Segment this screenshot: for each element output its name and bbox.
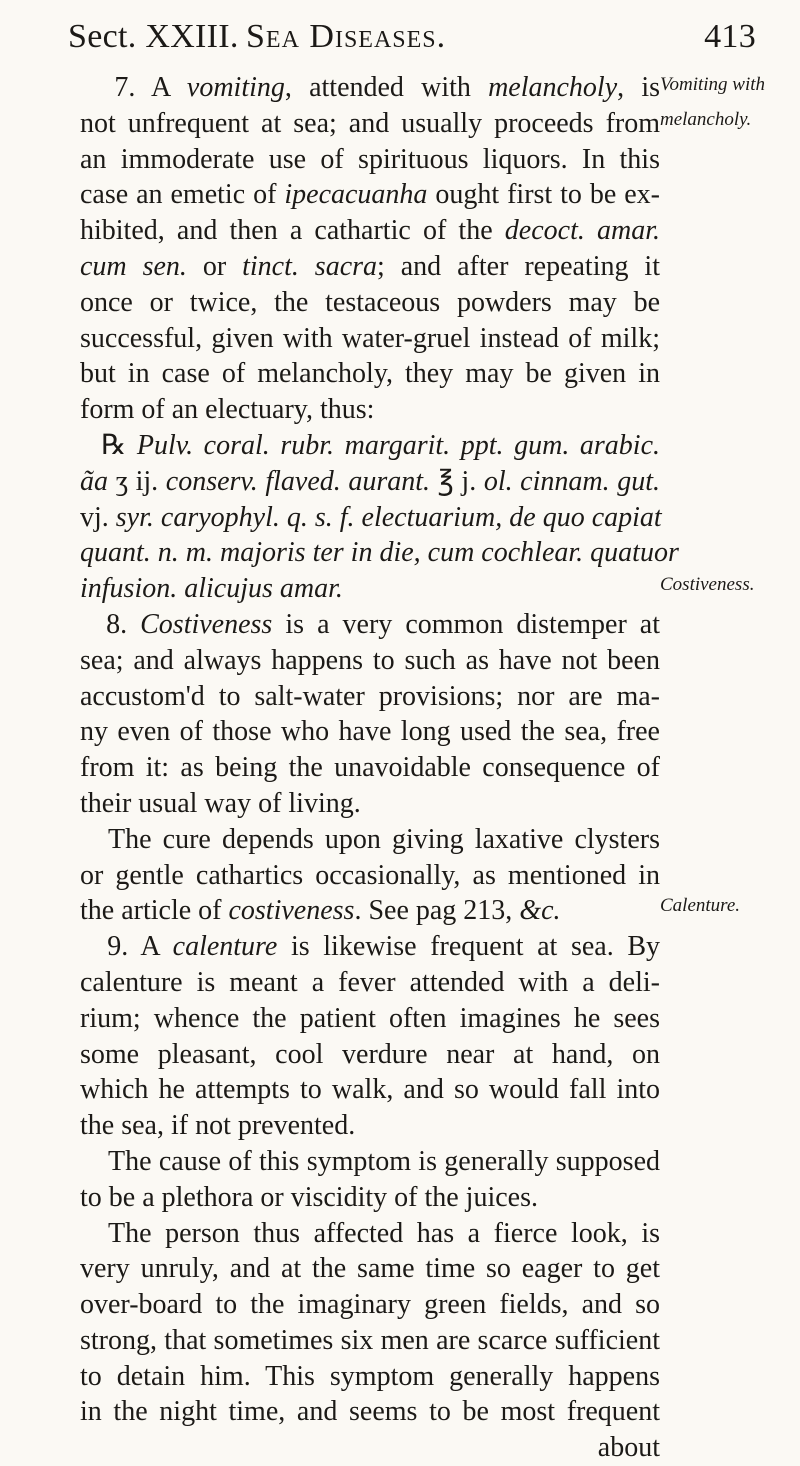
text-line: the sea, if not prevented. (80, 1110, 356, 1142)
text-line: in the night time, and seems to be most frequent (80, 1396, 660, 1428)
margin-note-melancholy: melancholy. (660, 109, 752, 130)
text-line: 9. A calenture is likewise frequent at sea. By (107, 931, 660, 963)
text-line: to be a plethora or viscidity of the juices. (80, 1181, 538, 1213)
text-line: but in case of melancholy, they may be given in (80, 358, 660, 390)
text-line: The cause of this symptom is generally supposed (108, 1145, 660, 1177)
text-line: an immoderate use of spirituous liquors. In this (80, 143, 660, 175)
text-line: rium; whence the patient often imagines he sees (80, 1002, 660, 1034)
text-line: quant. n. m. majoris ter in die, cum cochlear. quatuor (80, 537, 679, 569)
text-line: ℞ Pulv. coral. rubr. margarit. ppt. gum. arabic. (101, 429, 661, 461)
text-line: hibited, and then a cathartic of the decoct. amar. (80, 215, 661, 247)
text-line: The person thus affected has a fierce look, is (108, 1217, 660, 1249)
text-line: form of an electuary, thus: (80, 394, 375, 426)
section-label: Sect. XXIII. (68, 18, 239, 55)
running-title: Sea Diseases. (246, 18, 447, 55)
text-line: 7. A vomiting, attended with melancholy, is (114, 72, 661, 103)
text-line: from it: as being the unavoidable consequence of (80, 752, 660, 784)
text-line: ãa ʒ ij. conserv. flaved. aurant. ℥ j. ol. cinnam. gut. (80, 465, 660, 497)
text-line: The cure depends upon giving laxative clysters (108, 823, 660, 855)
text-line: calenture is meant a fever attended with a deli- (80, 966, 660, 998)
text-line: accustom'd to salt-water provisions; nor are ma- (80, 680, 660, 712)
text-line: which he attempts to walk, and so would fall into (80, 1074, 660, 1106)
catchword: about (597, 1432, 660, 1464)
page-number: 413 (704, 18, 756, 55)
text-line: very unruly, and at the same time so eager to get (80, 1253, 660, 1285)
margin-note-vomiting: Vomiting with (660, 74, 766, 95)
text-line: 8. Costiveness is a very common distemper at (106, 608, 661, 640)
text-line: ny even of those who have long used the sea, free (80, 716, 660, 748)
margin-note-costiveness: Costiveness. (660, 574, 755, 595)
text-line: their usual way of living. (80, 787, 361, 819)
text-line: infusion. alicujus amar. (80, 573, 343, 605)
text-line: or gentle cathartics occasionally, as mentioned in (80, 859, 660, 891)
text-line: cum sen. or tinct. sacra; and after repeating it (80, 250, 660, 282)
text-line: some pleasant, cool verdure near at hand, on (80, 1038, 660, 1070)
running-header (68, 18, 784, 66)
text-line: once or twice, the testaceous powders may be (80, 286, 660, 318)
text-line: the article of costiveness. See pag 213, &c. (80, 895, 561, 927)
body-text (80, 70, 679, 1466)
text-line: to detain him. This symptom generally happens (80, 1360, 660, 1392)
text-line: sea; and always happens to such as have not been (80, 644, 660, 676)
margin-note-calenture: Calenture. (660, 895, 741, 916)
text-line: vj. syr. caryophyl. q. s. f. electuarium, de quo capiat (80, 501, 662, 533)
text-line: successful, given with water-gruel instead of milk; (80, 322, 660, 354)
text-line: not unfrequent at sea; and usually proceeds from (80, 107, 660, 139)
text-line: over-board to the imaginary green fields, and so (80, 1289, 660, 1321)
text-line: case an emetic of ipecacuanha ought first to be ex- (80, 179, 661, 211)
text-line: strong, that sometimes six men are scarce sufficient (80, 1324, 660, 1356)
